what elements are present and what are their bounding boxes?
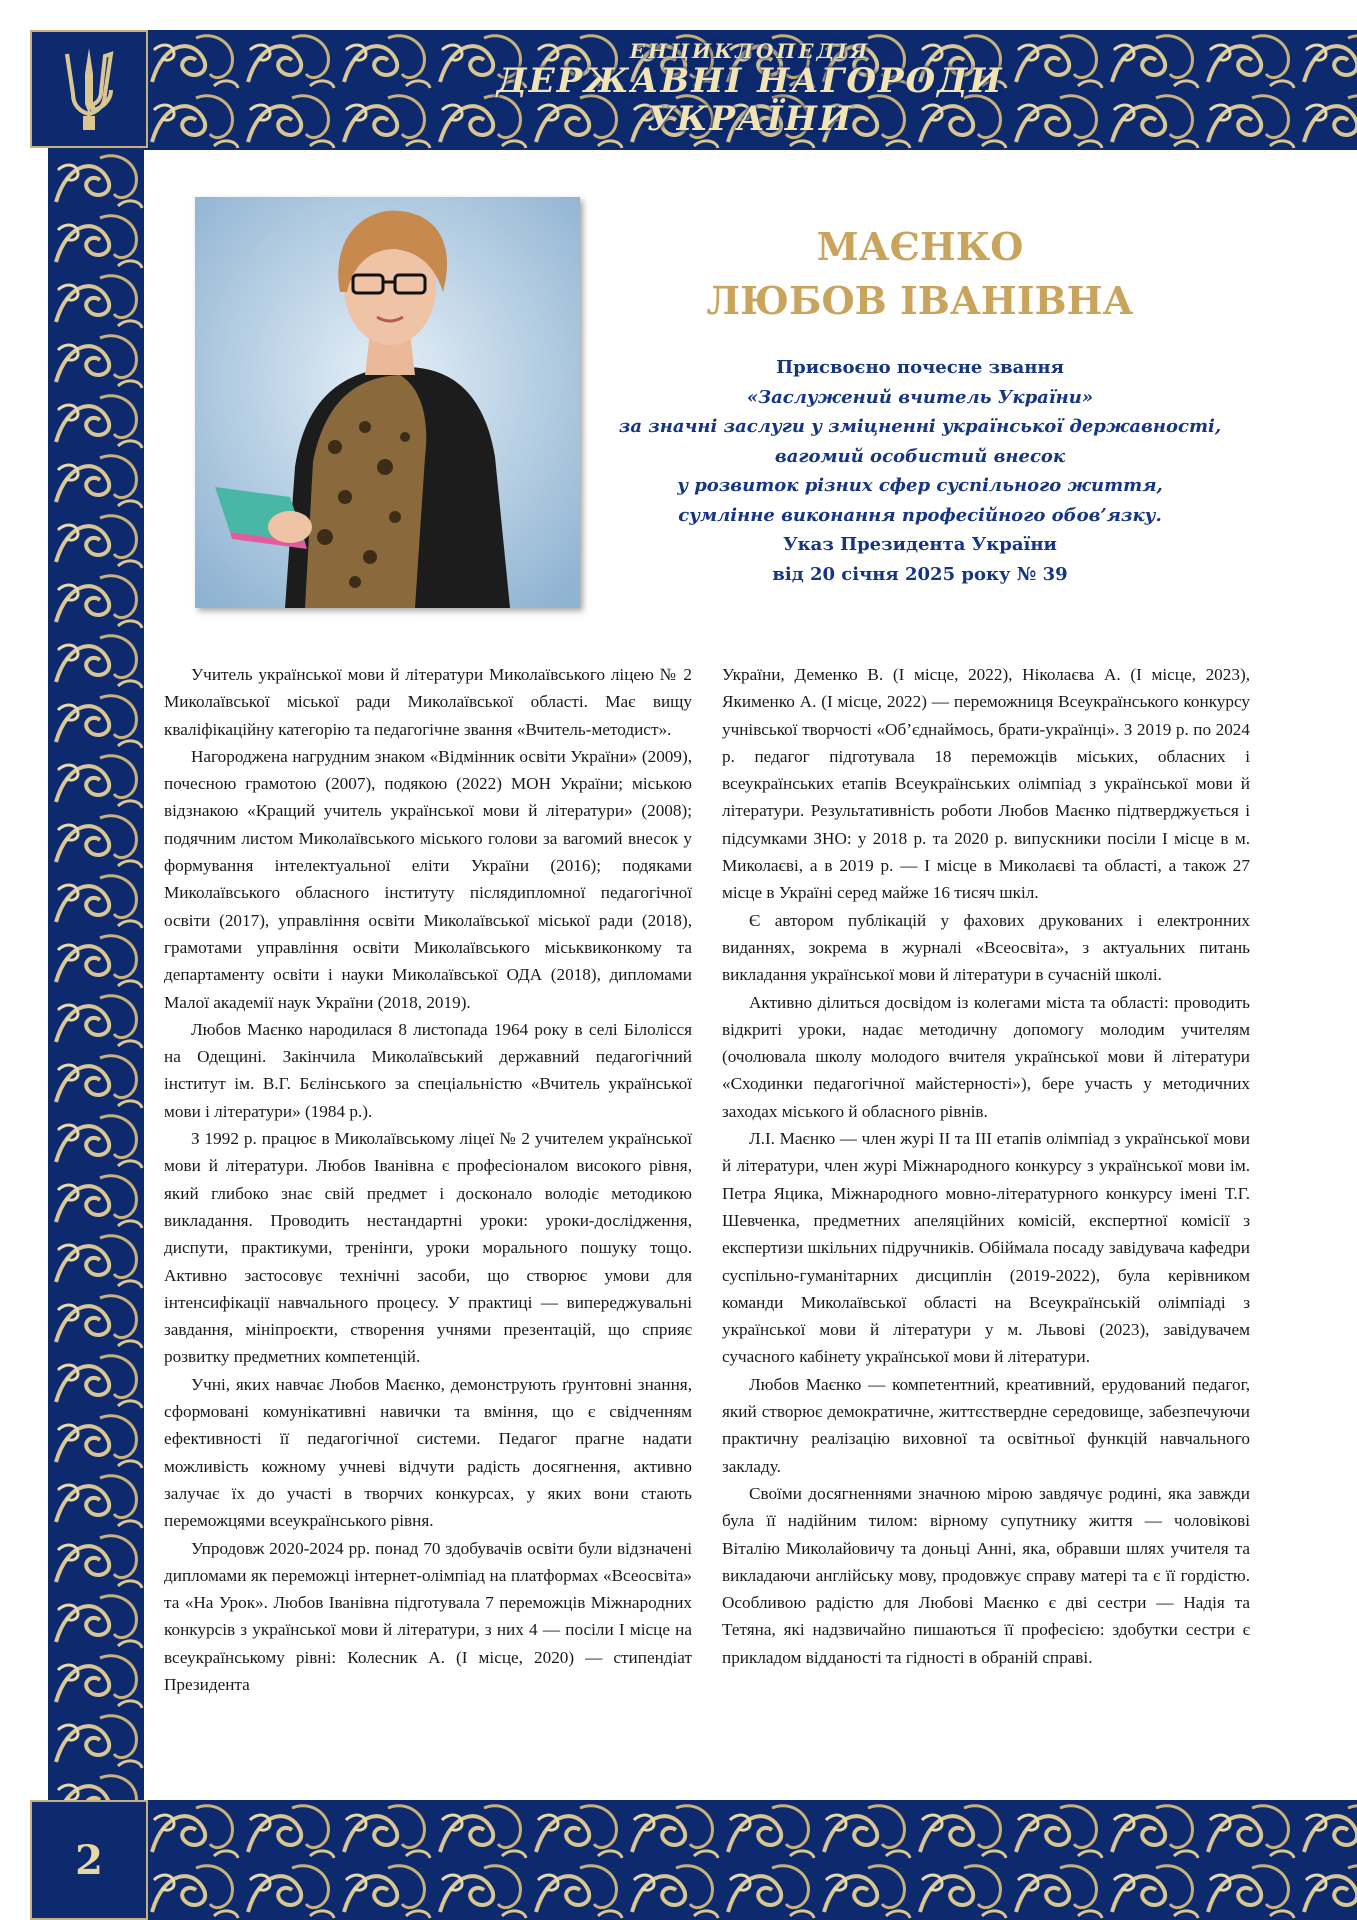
award-line: Присвоєно почесне звання <box>776 357 1064 378</box>
paragraph: Своїми досягненнями значною мірою завдячує родині, яка завжди була її надійним тилом: вірному супутнику життя — чоловікові Віталію Миколайовичу та доньці Анні, яка, обравши шлях учителя та викладаючи англійську мову, продовжує справу матері та є її гордістю. Особливою радістю для Любові Маєнко є дві сестри — Надія та Тетяна, які надзвичайно пишаються її професією: здобутки сестри є прикладом відданості та гідності в обраній справі. <box>722 1483 1250 1667</box>
page-number: 2 <box>75 1836 103 1884</box>
body-column-right <box>722 661 1250 1671</box>
ornamental-frame-bottom <box>48 1800 1357 1920</box>
encyclopedia-title-line2: УКРАЇНИ <box>647 99 853 139</box>
person-given-name: ЛЮБОВ ІВАНІВНА <box>706 278 1134 323</box>
award-line: у розвиток різних сфер суспільного життя, <box>677 475 1163 496</box>
portrait-photo <box>195 197 580 608</box>
body-column-left <box>164 661 692 1698</box>
paragraph: Учитель української мови й літератури Миколаївського ліцею № 2 Миколаївської міської ради Миколаївської області. Має вищу кваліфікаційну категорію та педагогічне звання «Вчитель-методист». <box>164 665 692 739</box>
ornamental-frame-left <box>48 150 144 1800</box>
paragraph: Любов Маєнко — компетентний, креативний, ерудований педагог, який створює демократичне, життєствердне середовище, забезпечуючи практичну реалізацію виховної та освітньої функцій навчального закладу. <box>722 1374 1250 1476</box>
award-line: за значні заслуги у зміцненні української державності, <box>618 416 1222 437</box>
ornament-pattern <box>48 1800 1357 1920</box>
person-surname: МАЄНКО <box>816 224 1024 269</box>
award-line: вагомий особистий внесок <box>774 445 1066 467</box>
trident-emblem-icon <box>59 44 119 134</box>
person-name <box>660 220 1180 328</box>
paragraph: Є автором публікацій у фахових друкованих і електронних виданнях, зокрема в журналі «Всеосвіта», з актуальних питань викладання української мови й літератури в сучасній школі. <box>722 910 1250 985</box>
emblem-box <box>30 30 148 148</box>
award-line: «Заслужений вчитель України» <box>746 386 1094 408</box>
encyclopedia-label: ЕНЦИКЛОПЕДІЯ <box>629 39 871 63</box>
paragraph: Любов Маєнко народилася 8 листопада 1964 року в селі Білолісся на Одещині. Закінчила Миколаївський державний педагогічний інститут ім. В.Г. Бєлінського за спеціальністю «Вчитель української мови і літератури» (1984 р.). <box>164 1019 692 1121</box>
award-line: від 20 січня 2025 року № 39 <box>772 563 1068 585</box>
award-description <box>610 353 1230 589</box>
paragraph: Активно ділиться досвідом із колегами міста та області: проводить відкриті уроки, надає методичну допомогу молодим учителям (очолювала школу молодого вчителя української мови й літератури «Сходинки педагогічної майстерності»), бере участь у методичних заходах міського й обласного рівнів. <box>722 992 1250 1121</box>
award-line: сумлінне виконання професійного обов’язку. <box>678 504 1162 526</box>
paragraph: Учні, яких навчає Любов Маєнко, демонструють ґрунтовні знання, сформовані комунікативні навички та вміння, що є свідченням ефективності її педагогічної системи. Педагог прагне надати можливість кожному учневі відчути радість досягнення, активно залучає їх до участі в творчих конкурсах, у яких вони стають переможцями всеукраїнського рівня. <box>164 1374 692 1531</box>
paragraph: Нагороджена нагрудним знаком «Відмінник освіти України» (2009), почесною грамотою (2007), подякою (2022) МОН України; міською відзнакою «Кращий учитель української мови й літератури» (2008); подячним листом Миколаївського міського голови за вагомий внесок у формування інтелектуальної еліти України (2016); подяками Миколаївського обласного інституту післядипломної педагогічної освіти (2017), управління освіти Миколаївської міської ради (2018), грамотами управління освіти Миколаївського міськвиконкому та департаменту освіти і науки Миколаївської ОДА (2018), дипломами Малої академії наук України (2018, 2019). <box>164 746 692 1012</box>
encyclopedia-title <box>450 40 1050 138</box>
paragraph: З 1992 р. працює в Миколаївському ліцеї № 2 учителем української мови й літератури. Любов Іванівна є професіоналом високого рівня, який глибоко знає свій предмет і досконало володіє методикою викладання. Проводить нестандартні уроки: уроки-дослідження, диспути, практикуми, тренінги, уроки морального пошуку тощо. Активно застосовує технічні засоби, що створює умови для інтенсифікації навчального процесу. У практиці — випереджувальні завдання, мініпроєкти, створення учнями презентацій, що сприяє розвитку предметних компетенцій. <box>164 1129 692 1367</box>
page-number-box <box>30 1800 148 1920</box>
paragraph: Упродовж 2020-2024 рр. понад 70 здобувачів освіти були відзначені дипломами як переможці інтернет-олімпіад на платформах «Всеосвіта» та «На Урок». Любов Іванівна підготувала 7 переможців Міжнародних конкурсів з української мови й літератури, з них 4 — посіли І місце на всеукраїнському рівні: Колесник А. (І місце, 2020) — стипендіат Президента <box>164 1538 692 1694</box>
encyclopedia-title-line1: ДЕРЖАВНІ НАГОРОДИ <box>496 61 1004 101</box>
ornament-pattern <box>48 150 144 1800</box>
award-line: Указ Президента України <box>783 534 1057 555</box>
paragraph: Л.І. Маєнко — член журі ІІ та ІІІ етапів олімпіад з української мови й літератури, член журі Міжнародного конкурсу з української мови ім. Петра Яцика, Міжнародного мовно-літературного конкурсу імені Т.Г. Шевченка, предметних апеляційних комісій, експертної комісії з експертизи шкільних підручників. Обіймала посаду завідувача кафедри суспільно-гуманітарних дисциплін (2019-2022), була керівником команди Миколаївської області на Всеукраїнській олімпіаді з української мови й літератури у м. Львові (2023), завідувачем сучасного кабінету української мови й літератури. <box>722 1129 1250 1367</box>
paragraph: України, Деменко В. (І місце, 2022), Ніколаєва А. (І місце, 2023), Якименко А. (І місце, 2022) — переможниця Всеукраїнського конкурсу учнівської творчості «Об’єднаймось, брати-українці». З 2019 р. по 2024 р. педагог підготувала 18 переможців міських, обласних і всеукраїнських етапів Всеукраїнських олімпіад з української мови й літератури. Результативність роботи Любов Маєнко підтверджується і підсумками ЗНО: у 2018 р. та 2020 р. випускники посіли І місце в м. Миколаєві, а в 2019 р. — І місце в Миколаєві та області, а також 27 місце в Україні серед майже 16 тисяч шкіл. <box>722 665 1250 903</box>
